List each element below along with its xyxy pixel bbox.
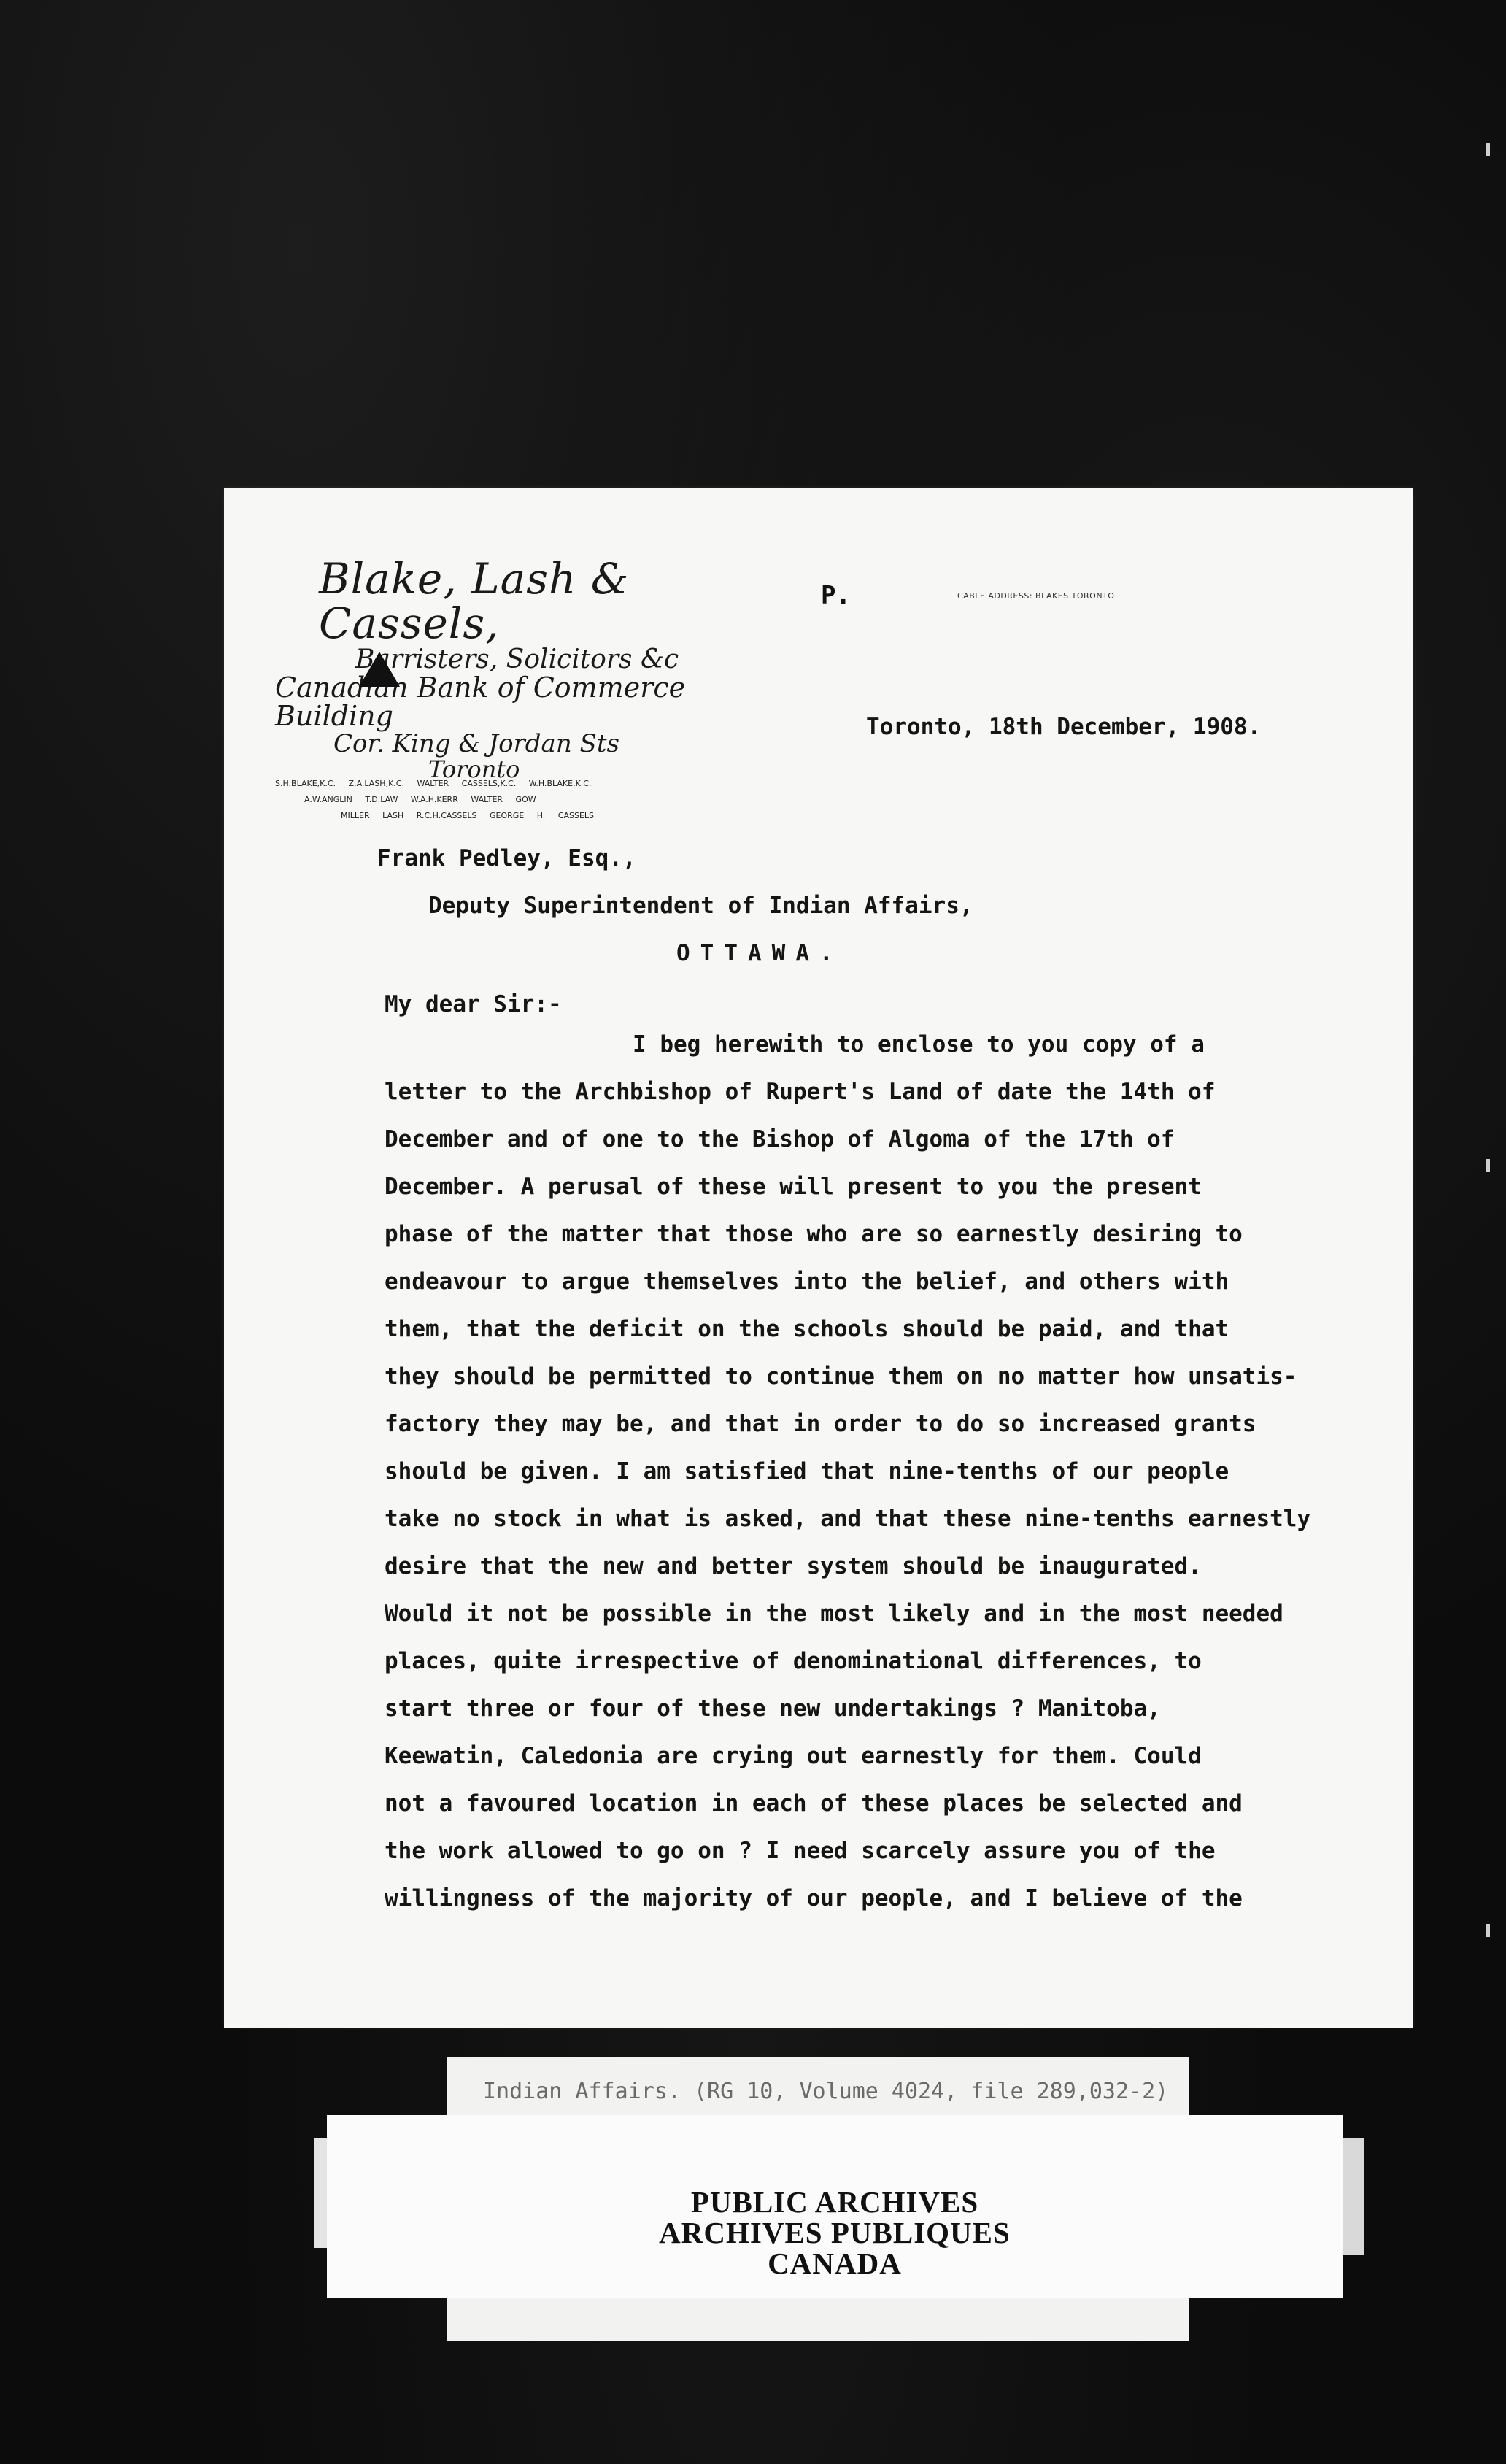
body-line: Keewatin, Caledonia are crying out earnestly for them. Could	[385, 1743, 1202, 1769]
body-line: December. A perusal of these will present to you the present	[385, 1174, 1202, 1200]
salutation: My dear Sir:-	[385, 991, 562, 1017]
archive-stamp	[327, 2187, 1343, 2279]
firm-street: Cor. King & Jordan Sts	[333, 729, 619, 759]
letter-page	[224, 488, 1413, 2028]
firm-name: Blake, Lash & Cassels,	[319, 554, 630, 648]
body-line: December and of one to the Bishop of Algoma of the 17th of	[385, 1126, 1175, 1152]
body-line: places, quite irrespective of denominational differences, to	[385, 1648, 1202, 1674]
archive-reference: Indian Affairs. (RG 10, Volume 4024, file 289,032-2)	[483, 2079, 1169, 2104]
partners-row: S.H.BLAKE,K.C. Z.A.LASH,K.C. WALTER CASSELS,K.C. W.H.BLAKE,K.C.	[275, 779, 592, 788]
body-line: they should be permitted to continue them on no matter how unsatis-	[385, 1363, 1297, 1390]
stamp-line: ARCHIVES PUBLIQUES	[659, 2216, 1011, 2249]
cable-address: CABLE ADDRESS: BLAKES TORONTO	[957, 591, 1115, 601]
addressee-name: Frank Pedley, Esq.,	[377, 845, 636, 871]
firm-profession: Barristers, Solicitors &c	[355, 644, 679, 674]
ink-blot-icon	[359, 652, 400, 687]
film-edge-mark	[1486, 143, 1490, 156]
body-line: not a favoured location in each of these places be selected and	[385, 1790, 1243, 1817]
body-line: the work allowed to go on ? I need scarcely assure you of the	[385, 1838, 1216, 1864]
firm-building: Canadian Bank of Commerce Building	[275, 671, 686, 733]
stamp-line: CANADA	[768, 2247, 902, 2280]
page-code: P.	[821, 581, 851, 610]
body-line: I beg herewith to enclose to you copy of a	[633, 1031, 1205, 1058]
archive-stamp-card	[327, 2115, 1343, 2298]
addressee-title: Deputy Superintendent of Indian Affairs,	[428, 893, 973, 919]
body-line: should be given. I am satisfied that nine-tenths of our people	[385, 1458, 1229, 1485]
body-line: desire that the new and better system should be inaugurated.	[385, 1553, 1202, 1579]
firm-city: Toronto	[428, 755, 520, 784]
film-edge-mark	[1486, 1159, 1490, 1172]
body-line: willingness of the majority of our people, and I believe of the	[385, 1885, 1243, 1911]
film-edge-mark	[1486, 1924, 1490, 1937]
partners-row: MILLER LASH R.C.H.CASSELS GEORGE H. CASSELS	[341, 811, 595, 820]
body-line: phase of the matter that those who are so earnestly desiring to	[385, 1221, 1243, 1247]
body-line: Would it not be possible in the most likely and in the most needed	[385, 1601, 1283, 1627]
date-line: Toronto, 18th December, 1908.	[866, 714, 1262, 740]
body-line: endeavour to argue themselves into the belief, and others with	[385, 1268, 1229, 1295]
letterhead	[275, 554, 742, 820]
body-line: letter to the Archbishop of Rupert's Land of date the 14th of	[385, 1079, 1216, 1105]
body-line: them, that the deficit on the schools should be paid, and that	[385, 1316, 1229, 1342]
stamp-line: PUBLIC ARCHIVES	[690, 2185, 979, 2219]
partners-row: A.W.ANGLIN T.D.LAW W.A.H.KERR WALTER GOW	[304, 795, 536, 804]
body-line: factory they may be, and that in order to do so increased grants	[385, 1411, 1256, 1437]
body-line: take no stock in what is asked, and that these nine-tenths earnestly	[385, 1506, 1311, 1532]
addressee-city: OTTAWA.	[676, 940, 843, 966]
partners-list	[275, 776, 771, 824]
body-line: start three or four of these new undertakings ? Manitoba,	[385, 1695, 1161, 1722]
